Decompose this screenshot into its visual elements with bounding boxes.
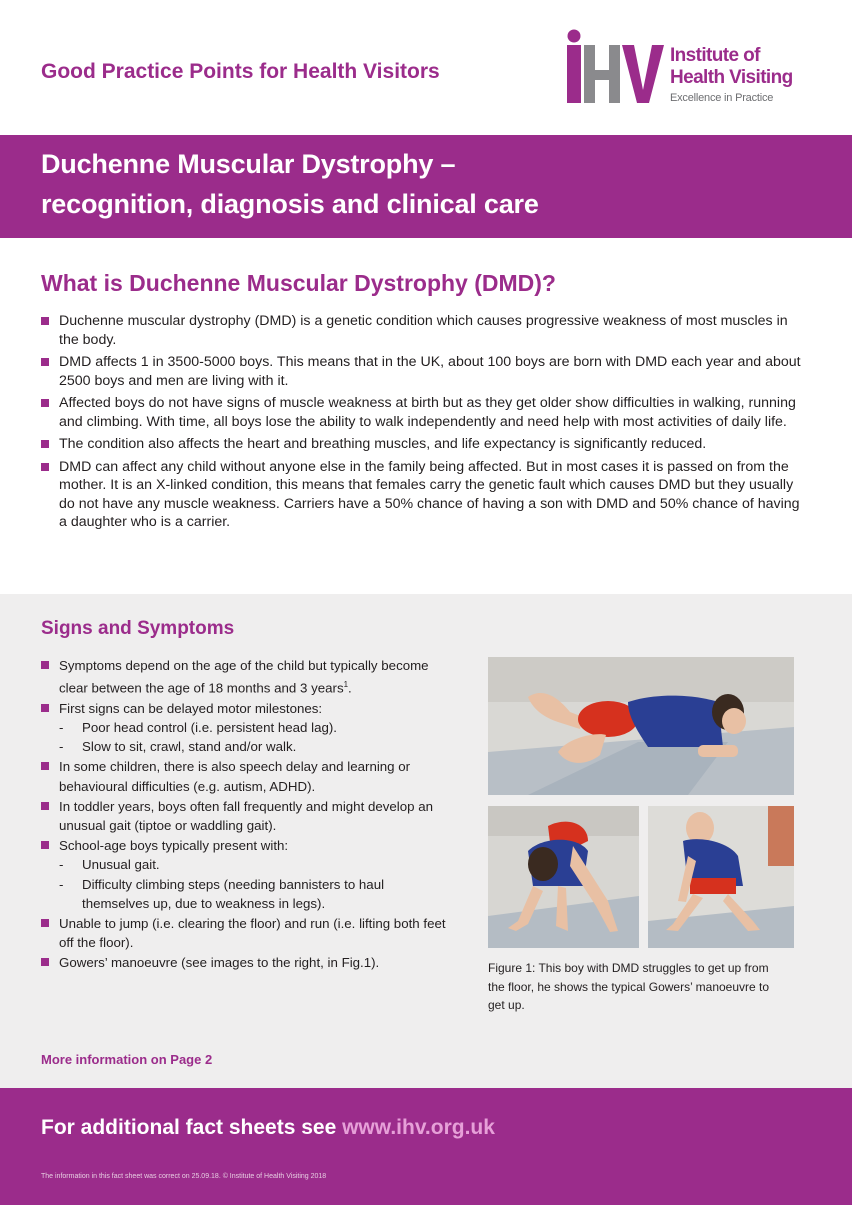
list-item: School-age boys typically present with: - Unusual gait. - Difficulty climbing steps (needing bannisters to haul themselves up, due to weakness in legs). (41, 836, 451, 913)
logo-tagline: Excellence in Practice (670, 92, 774, 104)
bullet-square-icon (41, 762, 49, 770)
sub-list (59, 855, 451, 913)
ihv-monogram (562, 28, 670, 108)
signs-heading: Signs and Symptoms (41, 618, 235, 639)
bullet-square-icon (41, 358, 49, 366)
sub-list-item: - Slow to sit, crawl, stand and/or walk. (59, 739, 297, 755)
gowers-photo-hands-on-floor (488, 806, 639, 948)
more-info-link[interactable]: More information on Page 2 (41, 1052, 213, 1067)
sub-list-item: - Poor head control (i.e. persistent head lag). (59, 720, 338, 736)
page-title-line1: Duchenne Muscular Dystrophy – (41, 149, 456, 179)
what-is-dmd-list (41, 312, 811, 536)
signs-and-symptoms-panel (0, 594, 852, 1088)
list-item: In toddler years, boys often fall frequently and might develop an unusual gait (tiptoe or waddling gait). (41, 797, 451, 835)
page-title-line2: recognition, diagnosis and clinical care (41, 189, 539, 219)
list-item: Gowers’ manoeuvre (see images to the right, in Fig.1). (41, 953, 451, 972)
list-item: DMD affects 1 in 3500-5000 boys. This means that in the UK, about 100 boys are born with DMD each year and about 2500 boys and men are living with it. (41, 353, 811, 390)
ihv-website-link[interactable]: www.ihv.org.uk (342, 1116, 495, 1139)
bullet-square-icon (41, 919, 49, 927)
list-item: Symptoms depend on the age of the child but typically become clear between the age of 18 months and 3 years$^1$. (41, 656, 451, 698)
bullet-square-icon (41, 463, 49, 471)
list-item: First signs can be delayed motor milestones: - Poor head control (i.e. persistent head lag). - Slow to sit, crawl, stand and/or walk. (41, 699, 451, 757)
list-item: Affected boys do not have signs of muscle weakness at birth but as they get older show difficulties in walking, running and climbing. With time, all boys lose the ability to walk independently and need help with most activities of daily life. (41, 394, 811, 431)
bullet-square-icon (41, 704, 49, 712)
sub-list-item: - Difficulty climbing steps (needing bannisters to haul themselves up, due to weakness in legs). (59, 876, 385, 911)
list-item: Duchenne muscular dystrophy (DMD) is a genetic condition which causes progressive weakness of most muscles in the body. (41, 312, 811, 349)
page-header (0, 0, 852, 135)
list-item: DMD can affect any child without anyone else in the family being affected. But in most cases it is passed on from the mother. It is an X-linked condition, this means that females carry the genetic fault which causes DMD but they usually do not have any muscle weakness. Carriers have a 50% chance of having a son with DMD and 50% chance of having a daughter who is a carrier. (41, 458, 811, 532)
logo-name-line1: Institute of (670, 45, 760, 66)
bullet-square-icon (41, 802, 49, 810)
page-footer (0, 1088, 852, 1205)
footer-text: For additional fact sheets see www.ihv.org.uk (41, 1116, 495, 1139)
figure-caption: Figure 1: This boy with DMD struggles to get up from the floor, he shows the typical Gowers’ manoeuvre to get up. (488, 961, 770, 1012)
list-item: The condition also affects the heart and breathing muscles, and life expectancy is significantly reduced. (41, 435, 811, 454)
bullet-square-icon (41, 841, 49, 849)
footer-copyright-note: The information in this fact sheet was correct on 25.09.18. © Institute of Health Visiting 2018 (41, 1173, 327, 1180)
sub-list-item: - Unusual gait. (59, 857, 160, 873)
signs-list (41, 656, 451, 974)
bullet-square-icon (41, 317, 49, 325)
logo-name-line2: Health Visiting (670, 67, 793, 88)
bullet-square-icon (41, 661, 49, 669)
bullet-square-icon (41, 399, 49, 407)
gowers-photo-pushing-up (648, 806, 794, 948)
bullet-square-icon (41, 958, 49, 966)
list-item: Unable to jump (i.e. clearing the floor) and run (i.e. lifting both feet off the floor). (41, 914, 451, 952)
logo-wordmark (670, 45, 793, 109)
list-item: In some children, there is also speech delay and learning or behavioural difficulties (e.g. autism, ADHD). (41, 757, 451, 795)
ihv-logo (562, 28, 812, 110)
bullet-square-icon (41, 440, 49, 448)
footnote-ref: 1 (343, 680, 349, 690)
title-banner (0, 135, 852, 238)
sub-list (59, 718, 451, 756)
what-is-dmd-heading: What is Duchenne Muscular Dystrophy (DMD)? (41, 270, 556, 296)
header-title: Good Practice Points for Health Visitors (41, 60, 440, 83)
gowers-photo-crawling (488, 657, 794, 795)
